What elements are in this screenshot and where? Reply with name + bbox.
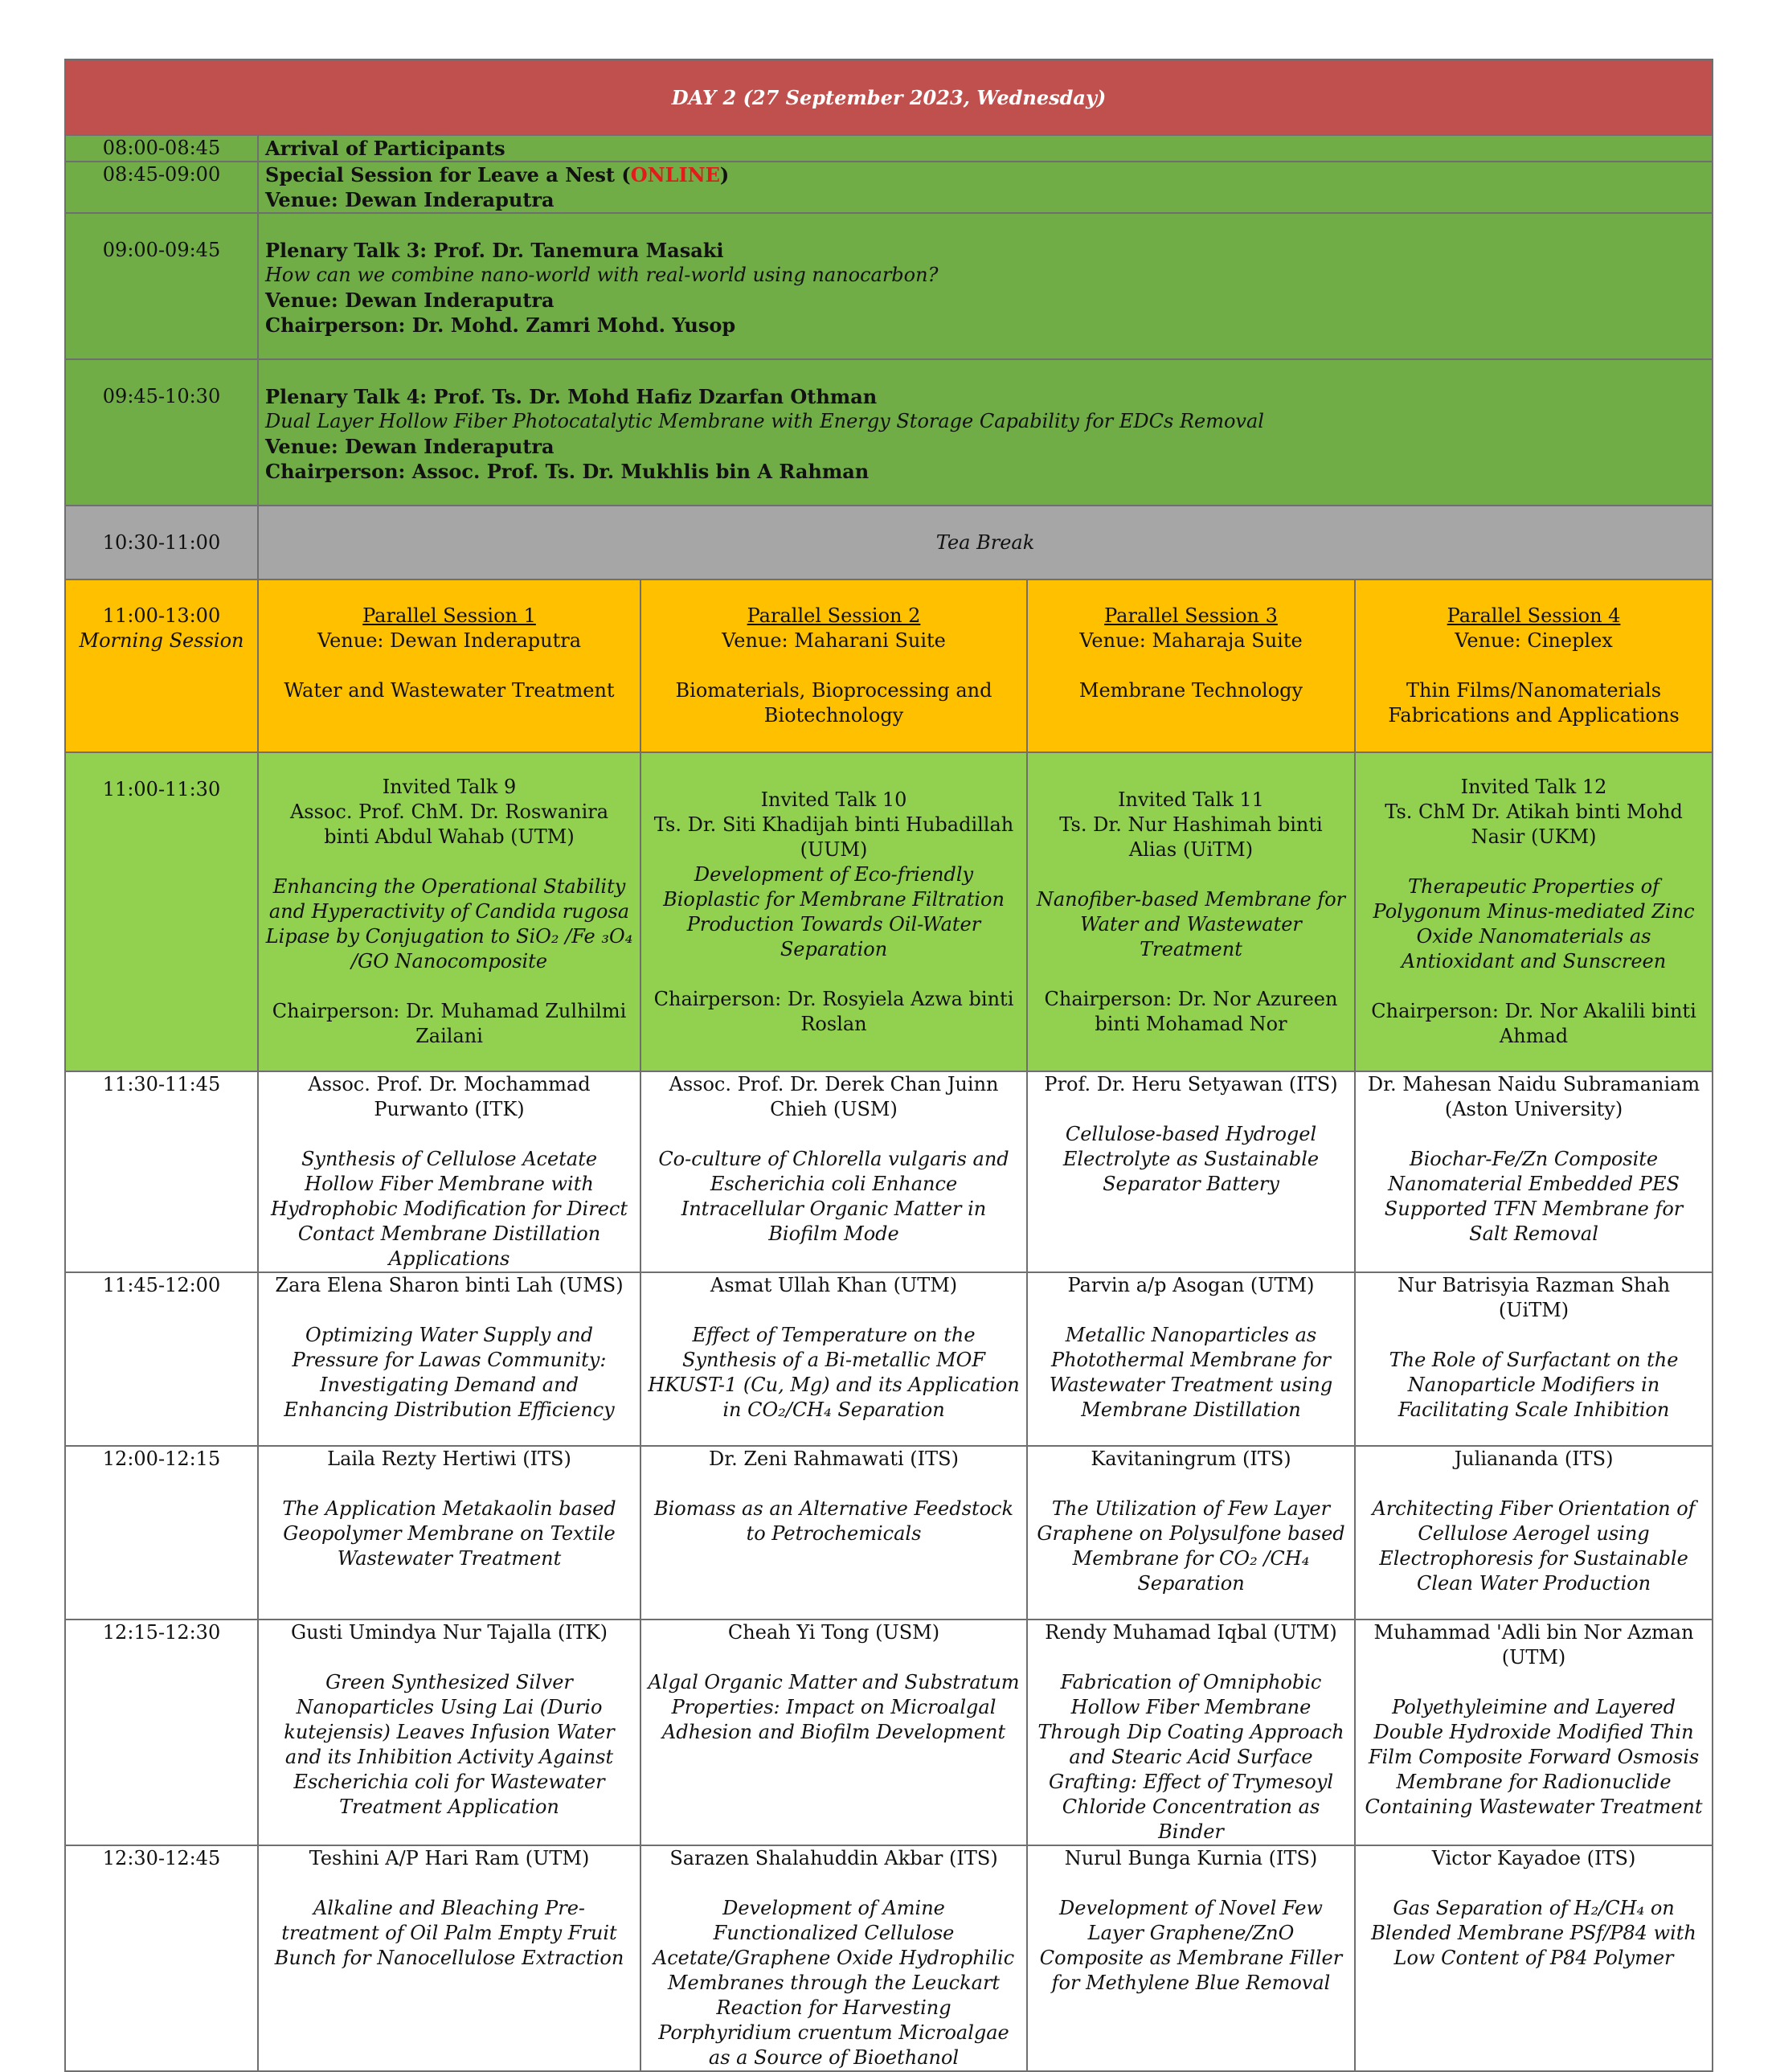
schedule-slot-row xyxy=(65,1620,1713,1845)
arrival-text: Arrival of Participants xyxy=(258,135,1713,162)
speaker-name: Nurul Bunga Kurnia (ITS) xyxy=(1064,1847,1318,1869)
arrival-row xyxy=(65,135,1713,162)
session-venue: Venue: Maharani Suite xyxy=(722,629,946,652)
session-venue: Venue: Dewan Inderaputra xyxy=(317,629,582,652)
chairperson-text: Chairperson: Assoc. Prof. Ts. Dr. Mukhlis bin A Rahman xyxy=(265,460,870,483)
plenary-4-cell xyxy=(258,359,1713,506)
speaker-name: Ts. Dr. Nur Hashimah binti Alias (UiTM) xyxy=(1059,813,1323,861)
online-tag: ONLINE xyxy=(630,163,720,186)
session-title: Parallel Session 4 xyxy=(1447,604,1621,627)
schedule-slot-row xyxy=(65,1845,1713,2071)
parallel-session-4 xyxy=(1355,579,1713,752)
schedule-slot-row xyxy=(65,1071,1713,1272)
schedule-table xyxy=(64,59,1713,2072)
speaker-name: Prof. Dr. Heru Setyawan (ITS) xyxy=(1044,1073,1338,1095)
plenary-topic: Dual Layer Hollow Fiber Photocatalytic Membrane with Energy Storage Capability for EDCs Removal xyxy=(265,410,1264,432)
plenary-3-row xyxy=(65,213,1713,359)
time-cell: 12:00-12:15 xyxy=(65,1446,258,1620)
presentation-cell xyxy=(1355,1620,1713,1845)
invited-talk-label: Invited Talk 11 xyxy=(1118,788,1264,811)
speaker-name: Cheah Yi Tong (USM) xyxy=(727,1621,940,1644)
talk-topic: Development of Novel Few Layer Graphene/ZnO Composite as Membrane Filler for Methylene Blue Removal xyxy=(1039,1897,1343,1994)
special-session-cell xyxy=(258,162,1713,213)
plenary-3-cell xyxy=(258,213,1713,359)
parallel-session-2 xyxy=(640,579,1027,752)
talk-topic: Enhancing the Operational Stability and Hyperactivity of Candida rugosa Lipase by Conjugation to SiO₂ /Fe ₃O₄ /GO Nanocomposite xyxy=(265,875,633,973)
presentation-cell xyxy=(1027,1845,1355,2071)
speaker-name: Dr. Zeni Rahmawati (ITS) xyxy=(709,1448,959,1470)
talk-topic: Biomass as an Alternative Feedstock to Petrochemicals xyxy=(653,1497,1014,1545)
presentation-cell xyxy=(640,1071,1027,1272)
talk-topic: Therapeutic Properties of Polygonum Minus-mediated Zinc Oxide Nanomaterials as Antioxidant and Sunscreen xyxy=(1373,875,1695,973)
invited-talk-label: Invited Talk 10 xyxy=(760,788,907,811)
time-cell: 08:00-08:45 xyxy=(65,135,258,162)
special-session-title: Special Session for Leave a Nest ( xyxy=(265,163,631,186)
plenary-4-row xyxy=(65,359,1713,506)
talk-topic: Synthesis of Cellulose Acetate Hollow Fiber Membrane with Hydrophobic Modification for Direct Contact Membrane Distillation Applications xyxy=(271,1148,628,1270)
chairperson-text: Chairperson: Dr. Muhamad Zulhilmi Zailani xyxy=(272,1000,627,1047)
schedule-slot-row xyxy=(65,1272,1713,1446)
speaker-name: Muhammad 'Adli bin Nor Azman (UTM) xyxy=(1373,1621,1694,1669)
talk-topic: Effect of Temperature on the Synthesis of a Bi-metallic MOF HKUST-1 (Cu, Mg) and its Application in CO₂/CH₄ Separation xyxy=(648,1324,1020,1421)
presentation-cell xyxy=(640,1272,1027,1446)
session-venue: Venue: Cineplex xyxy=(1455,629,1613,652)
session-theme: Biomaterials, Bioprocessing and Biotechnology xyxy=(675,679,992,727)
speaker-name: Asmat Ullah Khan (UTM) xyxy=(710,1274,958,1296)
time-cell: 11:45-12:00 xyxy=(65,1272,258,1446)
talk-topic: Green Synthesized Silver Nanoparticles Using Lai (Durio kutejensis) Leaves Infusion Water and its Inhibition Activity Against Escherichia coli for Wastewater Treatment Application xyxy=(284,1671,615,1818)
chairperson-text: Chairperson: Dr. Nor Azureen binti Mohamad Nor xyxy=(1044,987,1338,1035)
session-title: Parallel Session 3 xyxy=(1104,604,1278,627)
special-session-row xyxy=(65,162,1713,213)
parallel-session-1 xyxy=(258,579,640,752)
time-cell: 11:00-11:30 xyxy=(65,752,258,1071)
invited-talk-cell xyxy=(1355,752,1713,1071)
speaker-name: Assoc. Prof. ChM. Dr. Roswanira binti Abdul Wahab (UTM) xyxy=(289,801,609,848)
speaker-name: Nur Batrisyia Razman Shah (UiTM) xyxy=(1397,1274,1671,1321)
invited-talks-row xyxy=(65,752,1713,1071)
presentation-cell xyxy=(1355,1446,1713,1620)
tea-break-row xyxy=(65,506,1713,579)
chairperson-text: Chairperson: Dr. Rosyiela Azwa binti Roslan xyxy=(653,987,1014,1035)
speaker-name: Laila Rezty Hertiwi (ITS) xyxy=(327,1448,571,1470)
session-theme: Membrane Technology xyxy=(1078,679,1303,702)
time-cell: 11:00-13:00 xyxy=(102,604,221,627)
tea-break-text: Tea Break xyxy=(258,506,1713,579)
talk-topic: Gas Separation of H₂/CH₄ on Blended Membrane PSf/P84 with Low Content of P84 Polymer xyxy=(1371,1897,1696,1969)
presentation-cell xyxy=(1027,1071,1355,1272)
day-header: DAY 2 (27 September 2023, Wednesday) xyxy=(65,59,1713,135)
invited-talk-cell xyxy=(640,752,1027,1071)
time-cell: 10:30-11:00 xyxy=(65,506,258,579)
talk-topic: Architecting Fiber Orientation of Cellulose Aerogel using Electrophoresis for Sustainable Clean Water Production xyxy=(1372,1497,1696,1595)
speaker-name: Gusti Umindya Nur Tajalla (ITK) xyxy=(290,1621,608,1644)
chairperson-text: Chairperson: Dr. Mohd. Zamri Mohd. Yusop xyxy=(265,313,736,337)
presentation-cell xyxy=(1027,1446,1355,1620)
parallel-session-3 xyxy=(1027,579,1355,752)
talk-topic: Polyethyleimine and Layered Double Hydroxide Modified Thin Film Composite Forward Osmosis Membrane for Radionuclide Containing Wastewater Treatment xyxy=(1365,1696,1703,1818)
parallel-sessions-row xyxy=(65,579,1713,752)
speaker-name: Dr. Mahesan Naidu Subramaniam (Aston University) xyxy=(1367,1073,1700,1120)
time-cell: 09:00-09:45 xyxy=(65,213,258,359)
presentation-cell xyxy=(640,1845,1027,2071)
talk-topic: Metallic Nanoparticles as Photothermal Membrane for Wastewater Treatment using Membrane Distillation xyxy=(1049,1324,1333,1421)
speaker-name: Zara Elena Sharon binti Lah (UMS) xyxy=(275,1274,624,1296)
invited-talk-label: Invited Talk 12 xyxy=(1460,776,1607,798)
presentation-cell xyxy=(258,1272,640,1446)
plenary-title: Plenary Talk 4: Prof. Ts. Dr. Mohd Hafiz Dzarfan Othman xyxy=(265,385,878,408)
session-theme: Water and Wastewater Treatment xyxy=(284,679,615,702)
invited-talk-label: Invited Talk 9 xyxy=(382,776,517,798)
talk-topic: The Application Metakaolin based Geopolymer Membrane on Textile Wastewater Treatment xyxy=(282,1497,616,1570)
talk-topic: Alkaline and Bleaching Pre-treatment of Oil Palm Empty Fruit Bunch for Nanocellulose Extraction xyxy=(274,1897,624,1969)
plenary-topic: How can we combine nano-world with real-world using nanocarbon? xyxy=(265,264,939,286)
presentation-cell xyxy=(1355,1845,1713,2071)
invited-talk-cell xyxy=(258,752,640,1071)
speaker-name: Assoc. Prof. Dr. Derek Chan Juinn Chieh (USM) xyxy=(669,1073,999,1120)
talk-topic: Cellulose-based Hydrogel Electrolyte as Sustainable Separator Battery xyxy=(1062,1123,1320,1195)
talk-topic: Fabrication of Omniphobic Hollow Fiber Membrane Through Dip Coating Approach and Stearic Acid Surface Grafting: Effect of Trymesoyl Chloride Concentration as Binder xyxy=(1037,1671,1344,1843)
presentation-cell xyxy=(258,1071,640,1272)
talk-topic: Nanofiber-based Membrane for Water and Wastewater Treatment xyxy=(1036,887,1346,960)
speaker-name: Assoc. Prof. Dr. Mochammad Purwanto (ITK) xyxy=(308,1073,591,1120)
talk-topic: The Utilization of Few Layer Graphene on Polysulfone based Membrane for CO₂ /CH₄ Separation xyxy=(1037,1497,1345,1595)
time-cell: 08:45-09:00 xyxy=(65,162,258,213)
speaker-name: Sarazen Shalahuddin Akbar (ITS) xyxy=(669,1847,998,1869)
morning-session-cell xyxy=(65,579,258,752)
speaker-name: Ts. Dr. Siti Khadijah binti Hubadillah (UUM) xyxy=(653,813,1014,861)
presentation-cell xyxy=(1355,1272,1713,1446)
talk-topic: Co-culture of Chlorella vulgaris and Escherichia coli Enhance Intracellular Organic Matter in Biofilm Mode xyxy=(658,1148,1009,1245)
speaker-name: Juliananda (ITS) xyxy=(1454,1448,1614,1470)
special-session-suffix: ) xyxy=(719,163,730,186)
time-cell: 12:15-12:30 xyxy=(65,1620,258,1845)
time-cell: 12:30-12:45 xyxy=(65,1845,258,2071)
schedule-sheet xyxy=(64,59,1712,2072)
schedule-slot-row xyxy=(65,1446,1713,1620)
morning-session-label: Morning Session xyxy=(79,629,244,652)
session-title: Parallel Session 2 xyxy=(747,604,921,627)
presentation-cell xyxy=(640,1446,1027,1620)
plenary-title: Plenary Talk 3: Prof. Dr. Tanemura Masaki xyxy=(265,239,724,262)
speaker-name: Ts. ChM Dr. Atikah binti Mohd Nasir (UKM) xyxy=(1385,801,1683,848)
speaker-name: Parvin a/p Asogan (UTM) xyxy=(1067,1274,1315,1296)
speaker-name: Kavitaningrum (ITS) xyxy=(1091,1448,1291,1470)
time-cell: 09:45-10:30 xyxy=(65,359,258,506)
presentation-cell xyxy=(1027,1272,1355,1446)
talk-topic: Biochar-Fe/Zn Composite Nanomaterial Embedded PES Supported TFN Membrane for Salt Removal xyxy=(1384,1148,1684,1245)
talk-topic: Development of Eco-friendly Bioplastic for Membrane Filtration Production Towards Oil-Water Separation xyxy=(663,862,1005,960)
time-cell: 11:30-11:45 xyxy=(65,1071,258,1272)
talk-topic: Development of Amine Functionalized Cellulose Acetate/Graphene Oxide Hydrophilic Membranes through the Leuckart Reaction for Harvesting Porphyridium cruentum Microalgae as a Source of Bioethanol xyxy=(653,1897,1015,2069)
invited-talk-cell xyxy=(1027,752,1355,1071)
venue-text: Venue: Dewan Inderaputra xyxy=(265,289,555,312)
talk-topic: Optimizing Water Supply and Pressure for Lawas Community: Investigating Demand and Enhancing Distribution Efficiency xyxy=(284,1324,615,1421)
venue-text: Venue: Dewan Inderaputra xyxy=(265,435,555,458)
venue-text: Venue: Dewan Inderaputra xyxy=(265,188,555,211)
speaker-name: Rendy Muhamad Iqbal (UTM) xyxy=(1045,1621,1337,1644)
presentation-cell xyxy=(1027,1620,1355,1845)
speaker-name: Victor Kayadoe (ITS) xyxy=(1431,1847,1636,1869)
speaker-name: Teshini A/P Hari Ram (UTM) xyxy=(309,1847,590,1869)
chairperson-text: Chairperson: Dr. Nor Akalili binti Ahmad xyxy=(1371,1000,1696,1047)
talk-topic: Algal Organic Matter and Substratum Properties: Impact on Microalgal Adhesion and Biofilm Development xyxy=(648,1671,1020,1743)
session-title: Parallel Session 1 xyxy=(362,604,536,627)
presentation-cell xyxy=(640,1620,1027,1845)
session-theme: Thin Films/Nanomaterials Fabrications and Applications xyxy=(1388,679,1680,727)
talk-topic: The Role of Surfactant on the Nanoparticle Modifiers in Facilitating Scale Inhibition xyxy=(1389,1349,1679,1421)
presentation-cell xyxy=(258,1845,640,2071)
day-header-row xyxy=(65,59,1713,135)
presentation-cell xyxy=(1355,1071,1713,1272)
presentation-cell xyxy=(258,1620,640,1845)
presentation-cell xyxy=(258,1446,640,1620)
session-venue: Venue: Maharaja Suite xyxy=(1079,629,1303,652)
